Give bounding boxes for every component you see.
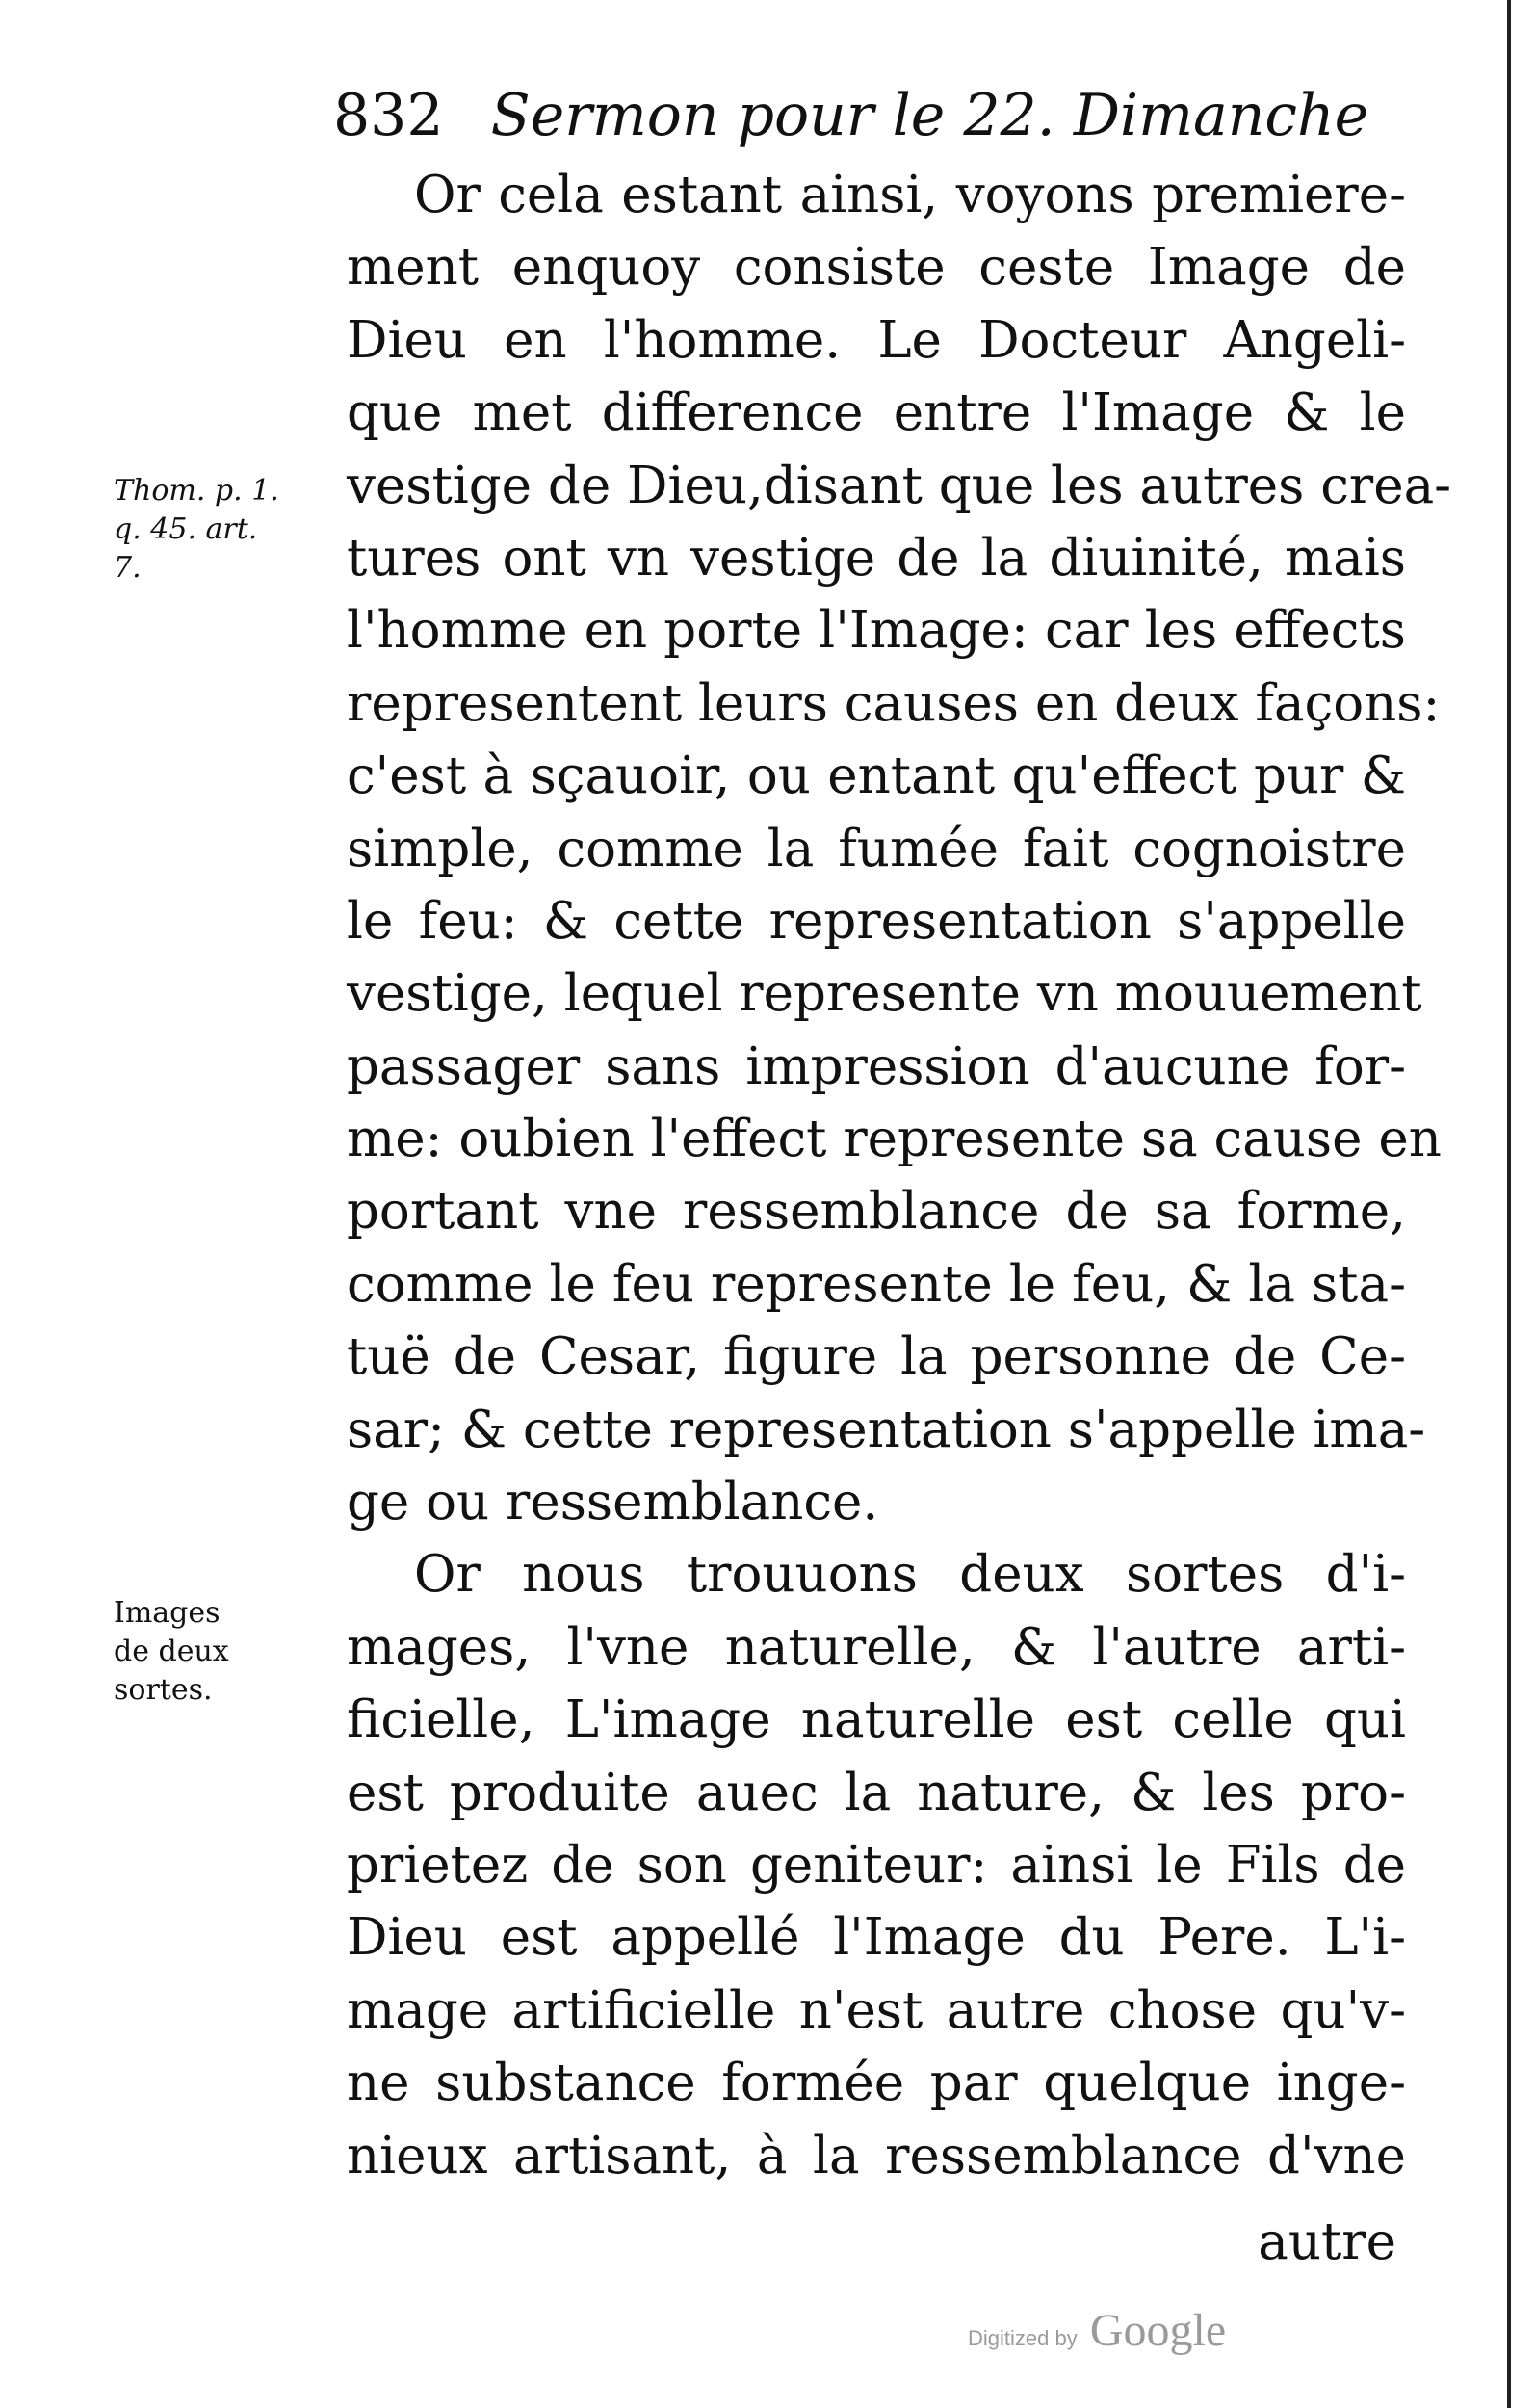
text-line: tuë de Cesar, figure la personne de Ce- [347,1327,1406,1387]
text-line: est produite auec la nature, & les pro- [347,1763,1406,1822]
text-line: tures ont vn vestige de la diuinité, mais [347,528,1406,588]
marginal-note-images [114,1594,229,1710]
running-title: Sermon pour le 22. Dimanche [490,82,1369,149]
marginal-reference-line: q. 45. art. [114,512,258,546]
marginal-note-line: sortes. [114,1673,213,1707]
running-head [333,67,1369,164]
text-line: Or cela estant ainsi, voyons premiere- [414,166,1406,224]
text-line: prietez de son geniteur: ainsi le Fils de [347,1835,1406,1895]
text-line: vestige, lequel represente vn mouuement [347,964,1422,1024]
google-logo: Google [1089,2305,1227,2356]
marginal-reference-line: Thom. p. 1. [114,474,279,508]
marginal-reference-line: 7. [114,551,142,585]
text-line: representent leurs causes en deux façons: [347,673,1441,733]
text-line: portant vne ressemblance de sa forme, [347,1182,1406,1242]
text-line: ne substance formée par quelque inge- [347,2054,1406,2113]
text-line: mages, l'vne naturelle, & l'autre arti- [347,1617,1406,1677]
text-line: vestige de Dieu,disant que les autres crea- [347,456,1452,515]
text-line: c'est à sçauoir, ou entant qu'effect pur & [347,746,1406,806]
text-line: ge ou ressemblance. [347,1473,879,1532]
page-number: 832 [333,82,444,149]
text-line: passager sans impression d'aucune for- [347,1036,1406,1096]
digitized-prefix: Digitized by [968,2326,1078,2350]
text-line: Dieu est appellé l'Image du Pere. L'i- [347,1908,1406,1968]
text-line: ment enquoy consiste ceste Image de [347,238,1406,298]
text-line: sar; & cette representation s'appelle ima- [347,1400,1426,1459]
marginal-note-line: Images [114,1596,221,1630]
text-line: mage artificielle n'est autre chose qu'v- [347,1980,1406,2040]
marginal-note-line: de deux [114,1635,229,1668]
text-line: simple, comme la fumée fait cognoistre [347,819,1406,878]
text-line: ficielle, L'image naturelle est celle qui [347,1690,1406,1750]
text-line: nieux artisant, à la ressemblance d'vne [347,2126,1406,2186]
page-edge [1507,0,1511,2408]
text-line: me: oubien l'effect represente sa cause en [347,1110,1442,1169]
text-line: que met difference entre l'Image & le [347,383,1406,443]
catchword: autre [1258,2212,1396,2271]
text-line: comme le feu represente le feu, & la sta- [347,1254,1406,1314]
text-line: le feu: & cette representation s'appelle [347,891,1406,951]
body-text [347,159,1452,2192]
marginal-reference [114,472,279,588]
text-line: Or nous trouuons deux sortes d'i- [414,1545,1406,1605]
text-line: Dieu en l'homme. Le Docteur Angeli- [347,310,1406,370]
digitized-by-google-stamp [968,2304,1305,2381]
text-line: l'homme en porte l'Image: car les effects [347,601,1406,661]
